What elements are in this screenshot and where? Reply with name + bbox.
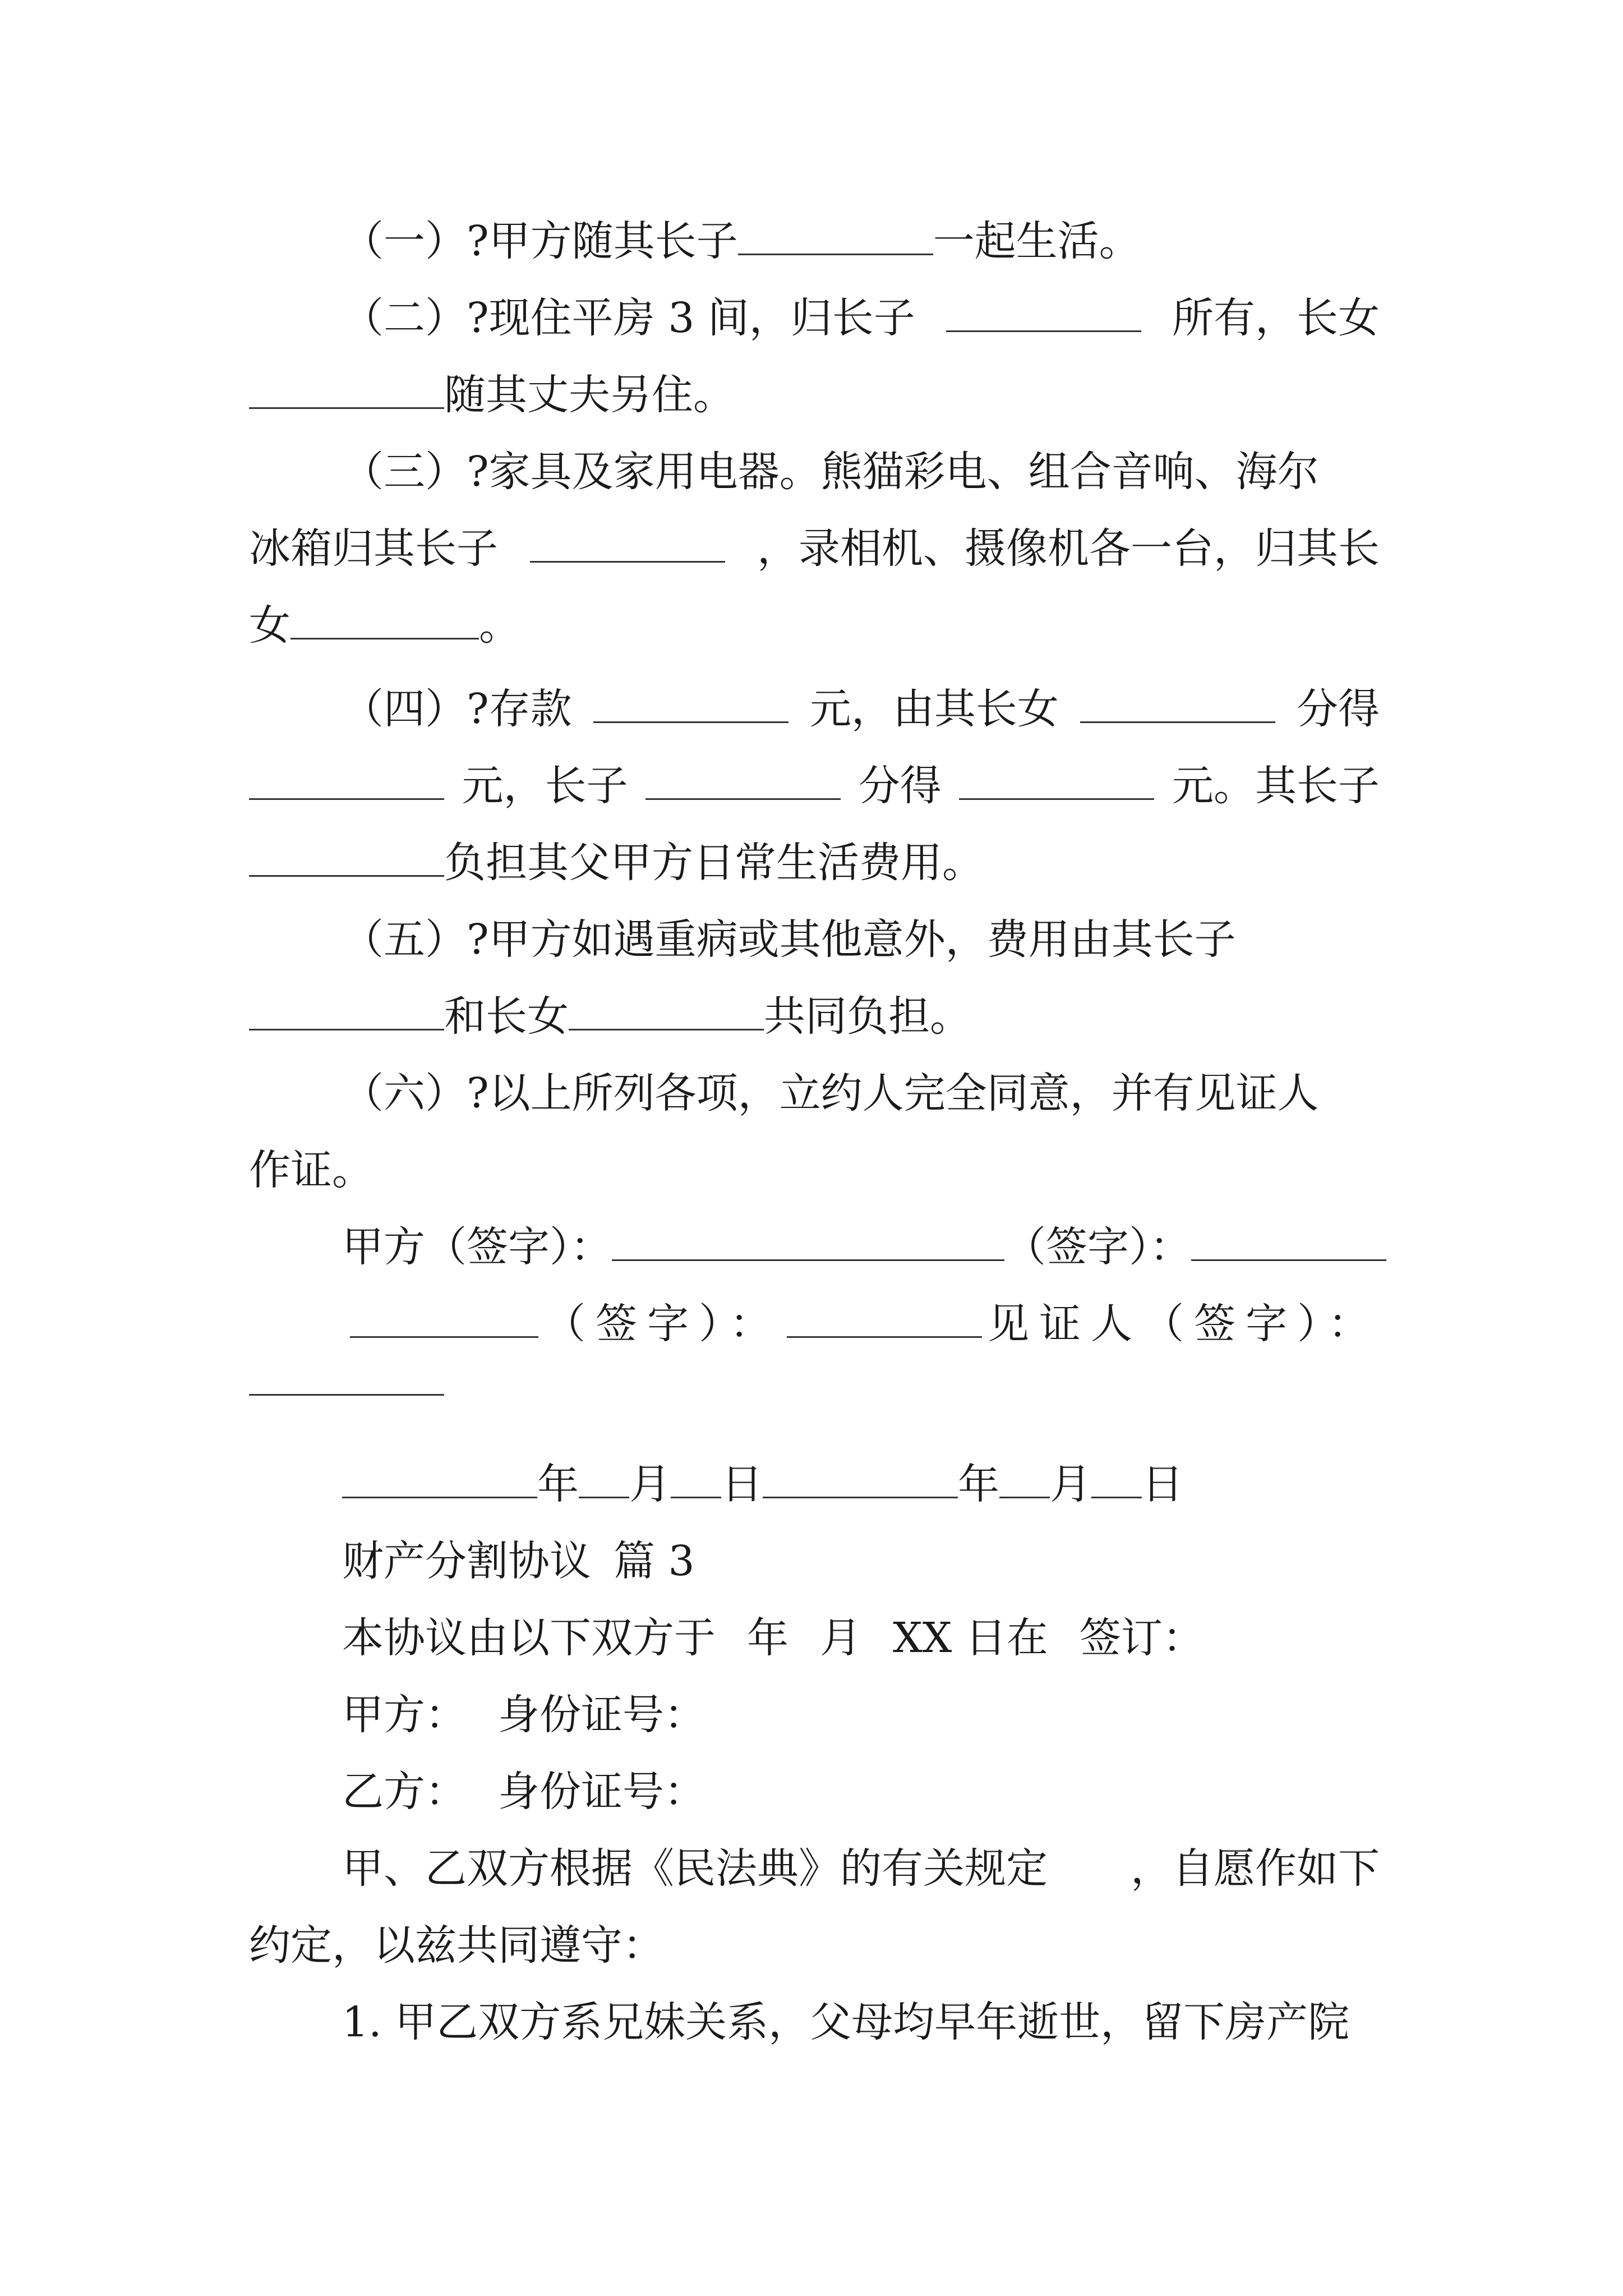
party-b-line — [249, 1754, 1380, 1830]
party-a-label: 甲方： — [342, 1691, 467, 1739]
item-2-prefix: （二）?现住平房 3 间，归长子 — [342, 294, 915, 342]
item-5-l2-b: 共同负担。 — [764, 992, 971, 1041]
date-day-label-2: 日 — [1142, 1460, 1183, 1508]
item-4-l1-b: 元，由其长女 — [809, 685, 1059, 733]
intro-month: 月 — [820, 1614, 861, 1662]
item-6-line-1-text: （六）?以上所列各项，立约人完全同意，并有见证人 — [342, 1069, 1319, 1117]
basis-line-1-a: 甲、乙双方根据《民法典》的有关规定 — [342, 1844, 1048, 1893]
item-3-line-2-prefix: 冰箱归其长子 — [249, 524, 498, 573]
blank-field[interactable] — [249, 376, 444, 409]
blank-field[interactable] — [738, 222, 933, 255]
party-b-label: 乙方： — [342, 1768, 467, 1816]
date-day-field[interactable] — [1091, 1465, 1142, 1498]
item-4-l1-c: 分得 — [1297, 685, 1380, 733]
blank-field[interactable] — [645, 767, 841, 800]
blank-field[interactable] — [569, 997, 764, 1030]
item-2-line-1 — [249, 280, 1380, 357]
signature-line-2 — [249, 1286, 1380, 1363]
blank-field[interactable] — [959, 767, 1154, 800]
signature-line-3 — [249, 1363, 1380, 1439]
item-4-line-2 — [249, 748, 1380, 825]
date-day-label: 日 — [721, 1460, 763, 1508]
intro-day: XX 日在 — [893, 1614, 1048, 1662]
intro-end: 签订： — [1079, 1614, 1204, 1662]
item-3-line-2 — [249, 510, 1380, 587]
date-year-label-2: 年 — [958, 1460, 999, 1508]
date-month-label: 月 — [629, 1460, 671, 1508]
item-3-line-1 — [249, 434, 1380, 510]
item-6-line-2 — [249, 1132, 1380, 1209]
party-a-id-label: 身份证号： — [498, 1691, 706, 1739]
basis-line-1-b: ，自愿作如下 — [1131, 1844, 1380, 1893]
party-a-sign-label: 甲方（签字）： — [342, 1223, 612, 1271]
item-1-suffix: 一起生活。 — [933, 217, 1141, 265]
section-3-intro — [249, 1600, 1380, 1677]
date-year-field[interactable] — [763, 1465, 958, 1498]
item-3-line-3 — [249, 587, 1380, 664]
blank-field[interactable] — [291, 606, 479, 639]
blank-field[interactable] — [249, 767, 444, 800]
date-month-label-2: 月 — [1050, 1460, 1091, 1508]
item-3-line-1-text: （三）?家具及家用电器。熊猫彩电、组合音响、海尔 — [342, 448, 1319, 496]
blank-field[interactable] — [946, 299, 1141, 332]
item-3-line-3-prefix: 女 — [249, 601, 291, 650]
date-day-field[interactable] — [671, 1465, 721, 1498]
signature-field[interactable] — [787, 1305, 982, 1338]
blank-field[interactable] — [593, 690, 789, 723]
witness-sign-label: 见证人（签字）： — [988, 1300, 1380, 1348]
date-year-field[interactable] — [342, 1465, 537, 1498]
basis-line-2 — [249, 1907, 1380, 1984]
item-3-line-2-suffix: ，录相机、摄像机各一台，归其长 — [757, 524, 1380, 573]
section-3-title-suffix: 篇 3 — [614, 1537, 695, 1585]
intro-a: 本协议由以下双方于 — [342, 1614, 716, 1662]
blank-field[interactable] — [530, 530, 725, 563]
date-year-label: 年 — [537, 1460, 579, 1508]
sign-label-2: （签字）： — [544, 1300, 781, 1348]
item-5-line-1-text: （五）?甲方如遇重病或其他意外，费用由其长子 — [342, 915, 1236, 964]
section-3-title — [249, 1523, 1380, 1600]
blank-field[interactable] — [1080, 690, 1275, 723]
date-month-field[interactable] — [579, 1465, 629, 1498]
item-4-line-1 — [249, 671, 1380, 748]
party-a-line — [249, 1677, 1380, 1754]
signature-field[interactable] — [612, 1228, 1004, 1261]
item-1-prefix: （一）?甲方随其长子 — [342, 217, 738, 265]
item-4-l1-a: （四）?存款 — [342, 685, 572, 733]
signature-field[interactable] — [249, 1363, 444, 1396]
item-5-line-2 — [249, 978, 1380, 1055]
signature-field[interactable] — [1191, 1228, 1386, 1261]
sign-label: （签字）： — [1004, 1223, 1191, 1271]
basis-line-2-text: 约定，以兹共同遵守： — [249, 1921, 664, 1970]
section-3-title-text: 财产分割协议 — [342, 1537, 591, 1585]
intro-year: 年 — [747, 1614, 789, 1662]
item-1 — [249, 203, 1380, 280]
item-4-l2-a: 元，长子 — [462, 762, 628, 810]
item-4-l2-b: 分得 — [858, 762, 942, 810]
item-6-line-2-text: 作证。 — [249, 1146, 374, 1194]
item-2-suffix: 随其丈夫另住。 — [444, 371, 735, 419]
item-4-l3-suffix: 负担其父甲方日常生活费用。 — [444, 839, 984, 887]
item-4-l2-c: 元。其长子 — [1172, 762, 1380, 810]
basis-line-1 — [249, 1830, 1380, 1907]
date-line — [249, 1446, 1380, 1523]
blank-field[interactable] — [249, 844, 444, 877]
signature-line-1 — [249, 1209, 1380, 1286]
date-month-field[interactable] — [999, 1465, 1050, 1498]
item-5-line-1 — [249, 901, 1380, 978]
document-body — [249, 203, 1380, 2061]
item-2-line-2 — [249, 357, 1380, 434]
clause-1 — [249, 1984, 1380, 2061]
item-4-line-3 — [249, 825, 1380, 901]
item-3-line-3-suffix: 。 — [479, 601, 520, 650]
clause-1-text: 1. 甲乙双方系兄妹关系，父母均早年逝世，留下房产院 — [342, 1998, 1350, 2046]
blank-field[interactable] — [249, 997, 444, 1030]
item-6-line-1 — [249, 1055, 1380, 1132]
item-2-mid: 所有，长女 — [1172, 294, 1380, 342]
signature-field[interactable] — [350, 1305, 538, 1338]
item-5-l2-a: 和长女 — [444, 992, 569, 1041]
party-b-id-label: 身份证号： — [498, 1768, 706, 1816]
